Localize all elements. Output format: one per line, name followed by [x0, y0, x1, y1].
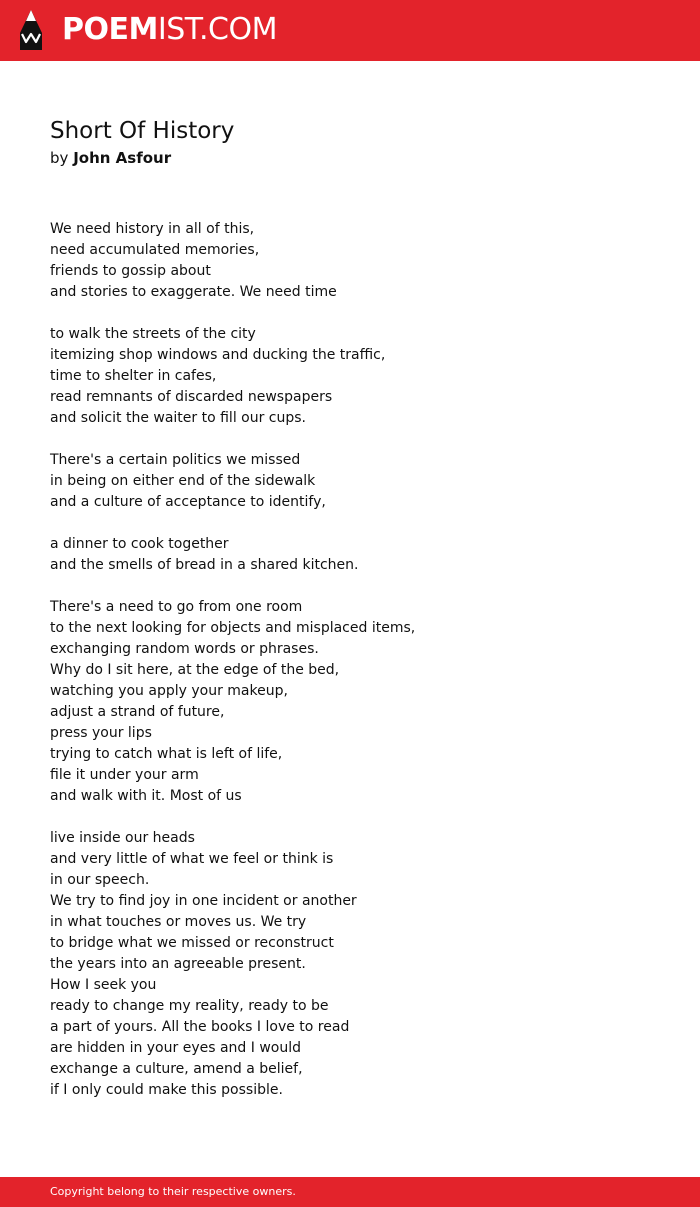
- stanza-gap: [50, 576, 650, 597]
- poem-line: if I only could make this possible.: [50, 1082, 283, 1098]
- poem-line: exchanging random words or phrases.: [50, 641, 319, 657]
- logo-bold-text: POEM: [62, 12, 158, 47]
- pencil-icon[interactable]: [17, 9, 45, 51]
- poem-line: There's a certain politics we missed: [50, 452, 301, 468]
- byline: [50, 148, 171, 169]
- by-label: by: [50, 149, 69, 167]
- poem-line: to walk the streets of the city: [50, 326, 256, 342]
- poem-line: a dinner to cook together: [50, 536, 229, 552]
- poem-line: time to shelter in cafes,: [50, 368, 217, 384]
- poem-line: the years into an agreeable present.: [50, 956, 306, 972]
- poem-line: itemizing shop windows and ducking the traffic,: [50, 347, 386, 363]
- poem-line: in what touches or moves us. We try: [50, 914, 307, 930]
- poem-line: and walk with it. Most of us: [50, 788, 242, 804]
- stanza-gap: [50, 807, 650, 828]
- poem-line: and a culture of acceptance to identify,: [50, 494, 326, 510]
- poem-line: Why do I sit here, at the edge of the bed,: [50, 662, 340, 678]
- poem-line: and the smells of bread in a shared kitchen.: [50, 557, 359, 573]
- stanza-gap: [50, 429, 650, 450]
- poem-body: [50, 219, 650, 1101]
- poem-line: to the next looking for objects and misplaced items,: [50, 620, 416, 636]
- poem-line: in being on either end of the sidewalk: [50, 473, 316, 489]
- poem-line: and stories to exaggerate. We need time: [50, 284, 337, 300]
- poem-line: press your lips: [50, 725, 152, 741]
- poem-line: There's a need to go from one room: [50, 599, 303, 615]
- site-logo[interactable]: [62, 12, 277, 48]
- poem-line: trying to catch what is left of life,: [50, 746, 283, 762]
- poem-line: ready to change my reality, ready to be: [50, 998, 329, 1014]
- poem-line: adjust a strand of future,: [50, 704, 225, 720]
- poem-line: are hidden in your eyes and I would: [50, 1040, 301, 1056]
- copyright-notice: Copyright belong to their respective owners.: [50, 1185, 296, 1198]
- poem-line: We need history in all of this,: [50, 221, 255, 237]
- poem-title: Short Of History: [50, 118, 235, 144]
- poem-line: watching you apply your makeup,: [50, 683, 288, 699]
- poem-line: a part of yours. All the books I love to read: [50, 1019, 350, 1035]
- poem-line: We try to find joy in one incident or another: [50, 893, 357, 909]
- site-footer: [0, 1177, 700, 1207]
- poem-line: live inside our heads: [50, 830, 195, 846]
- author-name: John Asfour: [73, 149, 172, 167]
- poem-line: file it under your arm: [50, 767, 199, 783]
- stanza-gap: [50, 513, 650, 534]
- poem-line: exchange a culture, amend a belief,: [50, 1061, 303, 1077]
- poem-line: to bridge what we missed or reconstruct: [50, 935, 334, 951]
- stanza-gap: [50, 303, 650, 324]
- poem-line: read remnants of discarded newspapers: [50, 389, 333, 405]
- poem-line: in our speech.: [50, 872, 150, 888]
- poem-line: and very little of what we feel or think is: [50, 851, 334, 867]
- poem-line: friends to gossip about: [50, 263, 211, 279]
- site-header: [0, 0, 700, 61]
- poem-line: and solicit the waiter to fill our cups.: [50, 410, 307, 426]
- poem-line: How I seek you: [50, 977, 157, 993]
- poem-line: need accumulated memories,: [50, 242, 260, 258]
- logo-light-text: IST.COM: [157, 12, 277, 47]
